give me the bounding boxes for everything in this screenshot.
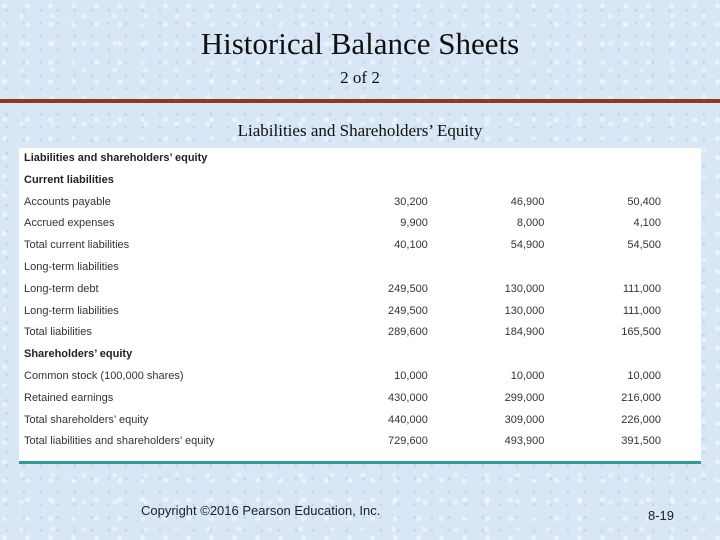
row-label: Accounts payable [24, 195, 111, 208]
value-cell [544, 148, 701, 170]
section-heading: Liabilities and Shareholders’ Equity [237, 121, 483, 140]
value-cell: 440,000 [388, 413, 428, 426]
row-label: Total liabilities and shareholders’ equity [24, 435, 215, 448]
table-row [19, 170, 701, 192]
value-cell: 54,900 [510, 239, 545, 252]
value-cell: 30,200 [394, 195, 428, 208]
value-cell: 9,900 [400, 217, 428, 230]
value-cell [312, 170, 428, 192]
table-row [19, 235, 701, 257]
table-row [19, 431, 701, 453]
row-label: Accrued expenses [24, 217, 115, 230]
row-label: Current liabilities [24, 173, 114, 186]
value-cell: 40,100 [394, 239, 428, 252]
value-cell: 10,000 [627, 369, 661, 382]
balance-sheet-table [19, 148, 701, 453]
row-label: Total current liabilities [24, 239, 130, 252]
value-cell [312, 148, 428, 170]
value-cell: 430,000 [388, 391, 428, 404]
value-cell: 216,000 [621, 391, 661, 404]
table-row [19, 301, 701, 323]
page-number: 8-19 [648, 508, 675, 523]
value-cell: 309,000 [504, 413, 545, 426]
table-row [19, 388, 701, 410]
table-row [19, 322, 701, 344]
row-label: Retained earnings [24, 391, 114, 404]
value-cell: 130,000 [504, 282, 545, 295]
value-cell: 184,900 [504, 326, 545, 339]
table-row [19, 192, 701, 214]
value-cell: 249,500 [388, 304, 428, 317]
row-label: Total liabilities [24, 326, 92, 339]
table-row [19, 410, 701, 432]
value-cell: 10,000 [394, 369, 428, 382]
table-row [19, 366, 701, 388]
row-label: Long-term debt [24, 282, 99, 295]
title-divider [0, 99, 720, 103]
value-cell: 50,400 [627, 195, 661, 208]
value-cell [428, 170, 545, 192]
row-label: Common stock (100,000 shares) [24, 369, 184, 382]
row-label: Long-term liabilities [24, 304, 119, 317]
slide-subtitle: 2 of 2 [340, 68, 380, 87]
value-cell: 111,000 [622, 304, 661, 317]
value-cell [428, 148, 545, 170]
row-label: Total shareholders’ equity [24, 413, 149, 426]
value-cell: 226,000 [621, 413, 661, 426]
value-cell: 493,900 [504, 435, 545, 448]
value-cell: 299,000 [504, 391, 545, 404]
value-cell: 729,600 [388, 435, 428, 448]
value-cell: 165,500 [621, 326, 661, 339]
value-cell: 130,000 [504, 304, 545, 317]
value-cell: 46,900 [510, 195, 545, 208]
value-cell: 54,500 [627, 239, 661, 252]
value-cell [544, 170, 701, 192]
value-cell [544, 257, 701, 279]
value-cell: 391,500 [621, 435, 661, 448]
value-cell: 8,000 [516, 217, 545, 230]
value-cell [428, 344, 545, 366]
table-row [19, 148, 701, 170]
balance-sheet-table-container [19, 148, 701, 464]
value-cell: 289,600 [388, 326, 428, 339]
value-cell: 10,000 [510, 369, 545, 382]
slide-title: Historical Balance Sheets [200, 26, 520, 61]
value-cell: 249,500 [388, 282, 428, 295]
row-label: Liabilities and shareholders’ equity [24, 152, 208, 164]
table-row [19, 279, 701, 301]
table-row [19, 257, 701, 279]
row-label: Shareholders’ equity [24, 348, 133, 361]
value-cell [312, 257, 428, 279]
value-cell [544, 344, 701, 366]
table-row [19, 344, 701, 366]
value-cell [428, 257, 545, 279]
row-label: Long-term liabilities [24, 260, 119, 273]
value-cell [312, 344, 428, 366]
copyright-notice: Copyright ©2016 Pearson Education, Inc. [141, 503, 381, 518]
value-cell: 111,000 [622, 282, 661, 295]
value-cell: 4,100 [633, 217, 661, 230]
table-row [19, 213, 701, 235]
